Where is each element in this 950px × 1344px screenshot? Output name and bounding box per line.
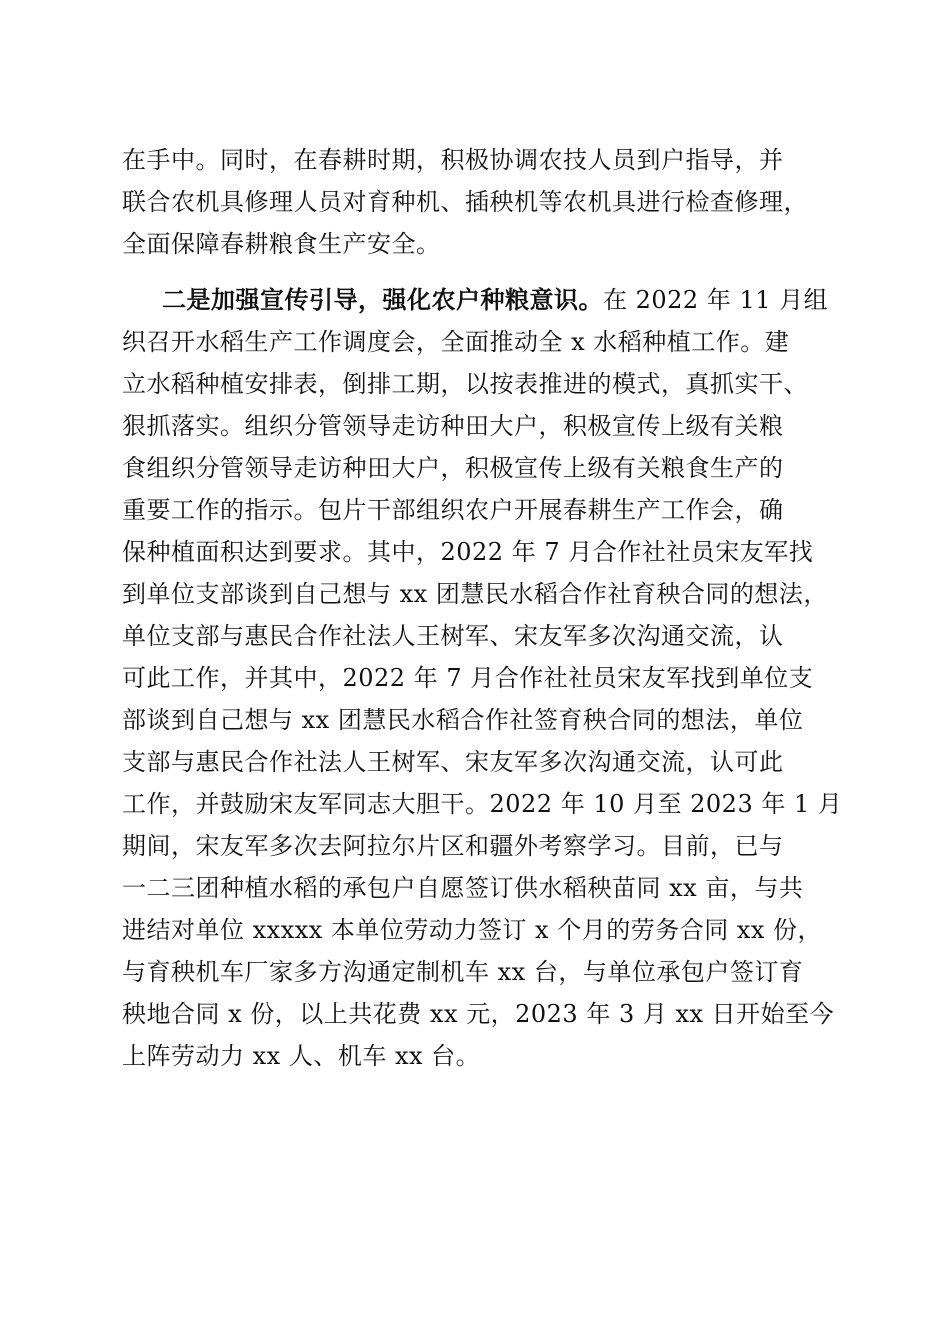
text-line: 工作，并鼓励宋友军同志大胆干。2022 年 10 月至 2023 年 1 月 — [122, 790, 843, 818]
text-line: 进结对单位 xxxxx 本单位劳动力签订 x 个月的劳务合同 xx 份， — [122, 916, 823, 944]
paragraph — [122, 139, 842, 265]
text-span: 在 2022 年 11 月组 — [603, 286, 829, 314]
text-line: 到单位支部谈到自己想与 xx 团慧民水稻合作社育秧合同的想法， — [122, 580, 828, 608]
text-line: 秧地合同 x 份，以上共花费 xx 元，2023 年 3 月 xx 日开始至今 — [122, 1000, 835, 1028]
text-line: 全面保障春耕粮食生产安全。 — [122, 230, 441, 258]
text-line: 一二三团种植水稻的承包户自愿签订供水稻秧苗同 xx 亩，与共 — [122, 874, 804, 902]
text-line: 保种植面积达到要求。其中，2022 年 7 月合作社社员宋友军找 — [122, 538, 814, 566]
text-line: 部谈到自己想与 xx 团慧民水稻合作社签育秧合同的想法，单位 — [122, 706, 804, 734]
text-line — [122, 279, 842, 321]
text-line: 上阵劳动力 xx 人、机车 xx 台。 — [122, 1042, 481, 1070]
text-line: 狠抓落实。组织分管领导走访种田大户，积极宣传上级有关粮 — [122, 412, 784, 440]
paragraph-spacing — [122, 265, 842, 279]
text-line: 期间，宋友军多次去阿拉尔片区和疆外考察学习。目前，已与 — [122, 832, 784, 860]
text-line: 与育秧机车厂家多方沟通定制机车 xx 台，与单位承包户签订育 — [122, 958, 804, 986]
text-line: 重要工作的指示。包片干部组织农户开展春耕生产工作会，确 — [122, 496, 784, 524]
text-line: 支部与惠民合作社法人王树军、宋友军多次沟通交流，认可此 — [122, 748, 784, 776]
text-line: 织召开水稻生产工作调度会，全面推动全 x 水稻种植工作。建 — [122, 328, 790, 356]
text-line: 可此工作，并其中，2022 年 7 月合作社社员宋友军找到单位支 — [122, 664, 814, 692]
text-line: 食组织分管领导走访种田大户，积极宣传上级有关粮食生产的 — [122, 454, 784, 482]
text-line: 单位支部与惠民合作社法人王树军、宋友军多次沟通交流，认 — [122, 622, 784, 650]
document-body — [122, 139, 842, 1077]
paragraph — [122, 279, 842, 1077]
text-line: 在手中。同时，在春耕时期，积极协调农技人员到户指导，并 — [122, 146, 784, 174]
text-line: 立水稻种植安排表，倒排工期，以按表推进的模式，真抓实干、 — [122, 370, 808, 398]
paragraph-heading: 二是加强宣传引导，强化农户种粮意识。 — [162, 285, 603, 314]
text-line: 联合农机具修理人员对育种机、插秧机等农机具进行检查修理， — [122, 188, 808, 216]
